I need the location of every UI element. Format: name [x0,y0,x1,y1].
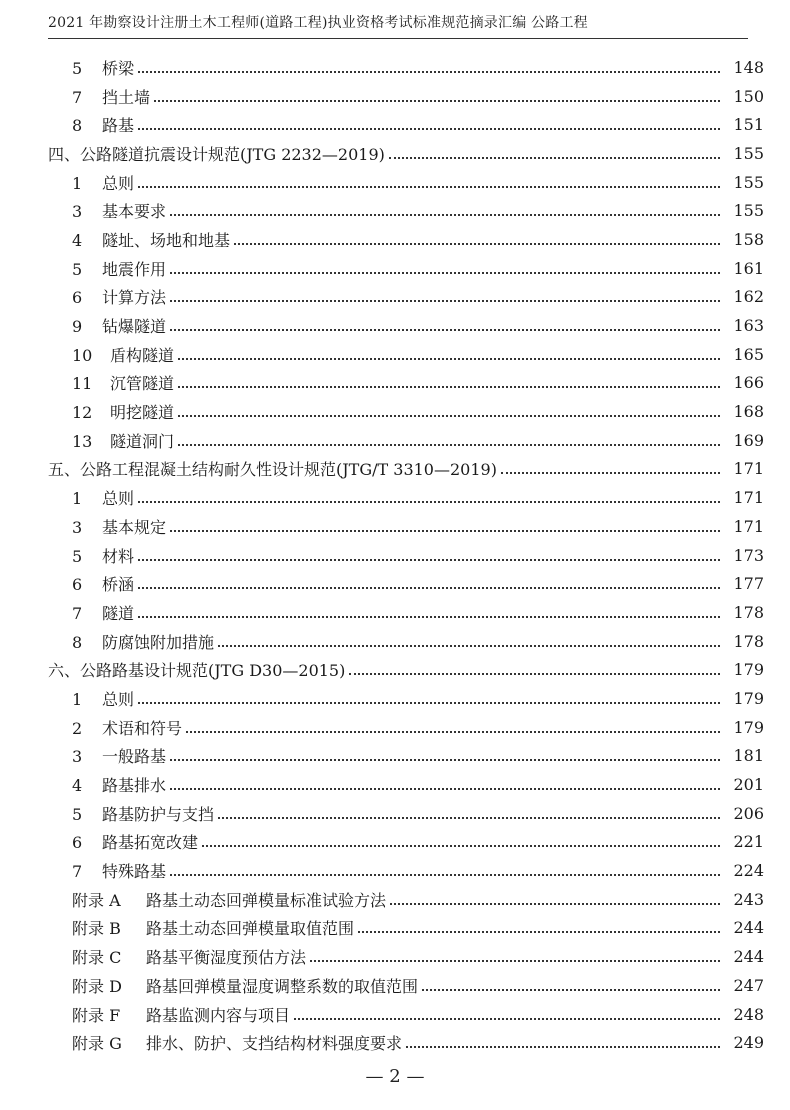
dot-leader [501,471,720,474]
toc-entry-title: 盾构隧道 [110,345,175,365]
toc-entry-page: 179 [733,660,764,680]
toc-chapter-entry[interactable] [0,426,790,455]
toc-entry-label [72,744,170,767]
toc-chapter-entry[interactable] [0,397,790,426]
toc-entry-number: 附录 C [72,948,122,968]
toc-entry-title: 基本规定 [102,517,167,537]
toc-entry-number: 11 [72,374,93,394]
toc-entry-title: 防腐蚀附加措施 [102,632,215,652]
toc-chapter-entry[interactable] [0,627,790,656]
toc-entry-title: 地震作用 [102,259,167,279]
toc-entry-number: 6 [72,575,83,595]
toc-entry-label [72,257,170,280]
toc-entry-page: 148 [733,57,764,77]
toc-entry-title: 一般路基 [102,747,167,767]
dot-leader [294,1017,720,1020]
toc-entry-page: 248 [733,1004,764,1024]
toc-entry-title: 四、公路隧道抗震设计规范(JTG 2232—2019) [48,144,385,164]
toc-entry-title: 基本要求 [102,202,167,222]
toc-entry-title: 总则 [102,173,135,193]
toc-entry-label [72,515,170,538]
toc-entry-number: 5 [72,58,83,78]
toc-entry-label [72,601,138,624]
dot-leader [138,185,720,188]
dot-leader [170,758,720,761]
toc-entry-title: 桥涵 [102,575,135,595]
toc-entry-page: 179 [733,688,764,708]
dot-leader [310,959,720,962]
toc-entry-title: 排水、防护、支挡结构材料强度要求 [146,1034,403,1054]
toc-entry-number: 12 [72,403,93,423]
header-rule [48,38,748,39]
page-number: — 2 — [365,1066,425,1087]
dot-leader [178,385,720,388]
toc-entry-number: 6 [72,833,83,853]
toc-entry-number: 1 [72,689,83,709]
toc-entry-title: 明挖隧道 [110,403,175,423]
toc-entry-label [72,314,170,337]
toc-entry-number: 5 [72,259,83,279]
toc-entry-page: 163 [733,316,764,336]
toc-entry-page: 155 [733,143,764,163]
toc-entry-title: 路基排水 [102,776,167,796]
toc-entry-label [72,171,138,194]
toc-entry-label [72,974,422,997]
toc-chapter-entry[interactable] [0,53,790,82]
toc-entry-number: 5 [72,804,83,824]
toc-entry-page: 178 [733,602,764,622]
toc-entry-number: 8 [72,116,83,136]
toc-chapter-entry[interactable] [0,598,790,627]
toc-entry-label [72,544,138,567]
toc-entry-page: 247 [733,975,764,995]
toc-entry-number: 2 [72,718,83,738]
toc-entry-label [72,830,202,853]
toc-chapter-entry[interactable] [0,684,790,713]
dot-leader [138,615,720,618]
toc-chapter-entry[interactable] [0,770,790,799]
toc-entry-label [72,85,154,108]
toc-entry-number: 附录 D [72,976,122,996]
toc-section-entry[interactable] [0,655,790,684]
toc-entry-label [72,630,218,653]
toc-entry-label [72,716,186,739]
toc-entry-number: 3 [72,747,83,767]
toc-chapter-entry[interactable] [0,483,790,512]
toc-entry-page: 224 [733,861,764,881]
table-of-contents [0,53,790,1057]
toc-chapter-entry[interactable] [0,742,790,771]
dot-leader [138,70,720,73]
toc-entry-number: 7 [72,862,83,882]
toc-entry-page: 173 [733,545,764,565]
toc-entry-number: 1 [72,173,83,193]
toc-entry-page: 166 [733,373,764,393]
toc-chapter-entry[interactable] [0,569,790,598]
toc-entry-number: 1 [72,489,83,509]
toc-entry-page: 178 [733,631,764,651]
toc-chapter-entry[interactable] [0,196,790,225]
toc-entry-page: 179 [733,717,764,737]
toc-entry-label [72,1031,406,1054]
dot-leader [349,672,720,675]
toc-entry-label [72,945,310,968]
toc-chapter-entry[interactable] [0,541,790,570]
toc-entry-page: 171 [733,459,764,479]
toc-entry-number: 8 [72,632,83,652]
toc-chapter-entry[interactable] [0,828,790,857]
toc-entry-label [48,658,349,681]
toc-chapter-entry[interactable] [0,283,790,312]
toc-entry-page: 171 [733,516,764,536]
toc-entry-page: 243 [733,889,764,909]
toc-entry-number: 13 [72,431,93,451]
toc-entry-title: 路基防护与支挡 [102,804,215,824]
toc-entry-label [72,802,218,825]
toc-entry-label [72,56,138,79]
toc-entry-page: 244 [733,947,764,967]
toc-chapter-entry[interactable] [0,512,790,541]
toc-entry-title: 路基 [102,116,135,136]
toc-chapter-entry[interactable] [0,110,790,139]
dot-leader [138,586,720,589]
toc-entry-title: 计算方法 [102,288,167,308]
toc-entry-page: 244 [733,918,764,938]
toc-entry-page: 151 [733,115,764,135]
toc-entry-number: 6 [72,288,83,308]
toc-entry-page: 158 [733,229,764,249]
toc-entry-label [72,916,358,939]
toc-entry-label [72,572,138,595]
toc-appendix-entry[interactable] [0,885,790,914]
toc-entry-page: 155 [733,201,764,221]
toc-entry-label [72,371,178,394]
toc-entry-label [72,285,170,308]
dot-leader [178,414,720,417]
toc-entry-page: 162 [733,287,764,307]
toc-entry-title: 隧道 [102,603,135,623]
toc-entry-label [48,457,501,480]
toc-chapter-entry[interactable] [0,856,790,885]
dot-leader [186,730,720,733]
dot-leader [390,902,720,905]
dot-leader [170,529,720,532]
dot-leader [170,213,720,216]
toc-entry-label [72,773,170,796]
toc-entry-title: 钻爆隧道 [102,317,167,337]
toc-entry-title: 特殊路基 [102,862,167,882]
toc-entry-label [72,888,390,911]
toc-entry-number: 9 [72,317,83,337]
dot-leader [170,873,720,876]
dot-leader [138,558,720,561]
toc-entry-page: 168 [733,402,764,422]
toc-appendix-entry[interactable] [0,914,790,943]
toc-appendix-entry[interactable] [0,1000,790,1029]
toc-chapter-entry[interactable] [0,713,790,742]
toc-entry-title: 总则 [102,489,135,509]
toc-entry-label [72,1003,294,1026]
toc-entry-title: 五、公路工程混凝土结构耐久性设计规范(JTG/T 3310—2019) [48,460,497,480]
toc-entry-number: 附录 F [72,1005,121,1025]
dot-leader [170,787,720,790]
toc-entry-label [72,859,170,882]
toc-entry-number: 7 [72,603,83,623]
dot-leader [178,357,720,360]
running-header: 2021 年勘察设计注册土木工程师(道路工程)执业资格考试标准规范摘录汇编 公路工程 [48,15,588,31]
toc-entry-page: 206 [733,803,764,823]
toc-entry-title: 隧道洞门 [110,431,175,451]
toc-chapter-entry[interactable] [0,225,790,254]
dot-leader [170,271,720,274]
toc-chapter-entry[interactable] [0,369,790,398]
dot-leader [406,1045,720,1048]
toc-entry-label [72,228,234,251]
toc-entry-page: 171 [733,488,764,508]
toc-entry-page: 201 [733,775,764,795]
toc-entry-title: 路基土动态回弹模量标准试验方法 [146,890,387,910]
dot-leader [218,816,720,819]
toc-entry-number: 附录 G [72,1034,122,1054]
dot-leader [422,988,720,991]
toc-entry-page: 155 [733,172,764,192]
toc-entry-label [72,199,170,222]
toc-entry-number: 4 [72,230,83,250]
toc-entry-title: 挡土墙 [102,87,151,107]
dot-leader [234,242,720,245]
toc-section-entry[interactable] [0,139,790,168]
toc-entry-title: 六、公路路基设计规范(JTG D30—2015) [48,661,346,681]
dot-leader [358,930,720,933]
dot-leader [389,156,720,159]
toc-chapter-entry[interactable] [0,799,790,828]
toc-appendix-entry[interactable] [0,942,790,971]
toc-entry-page: 221 [733,832,764,852]
toc-entry-number: 3 [72,202,83,222]
toc-entry-title: 路基回弹模量湿度调整系数的取值范围 [146,976,419,996]
dot-leader [138,127,720,130]
toc-entry-label [72,486,138,509]
dot-leader [170,299,720,302]
toc-entry-title: 沉管隧道 [110,374,175,394]
dot-leader [178,443,720,446]
toc-entry-label [72,113,138,136]
toc-entry-page: 169 [733,430,764,450]
dot-leader [154,99,720,102]
toc-entry-number: 附录 A [72,890,121,910]
dot-leader [138,701,720,704]
toc-entry-title: 术语和符号 [102,718,183,738]
dot-leader [218,644,720,647]
toc-entry-title: 路基平衡湿度预估方法 [146,948,307,968]
toc-chapter-entry[interactable] [0,311,790,340]
toc-chapter-entry[interactable] [0,82,790,111]
toc-entry-label [72,429,178,452]
toc-entry-page: 177 [733,574,764,594]
toc-entry-page: 249 [733,1033,764,1053]
toc-entry-title: 路基土动态回弹模量取值范围 [146,919,355,939]
toc-entry-page: 181 [733,746,764,766]
toc-entry-title: 路基监测内容与项目 [146,1005,291,1025]
dot-leader [202,844,720,847]
toc-entry-page: 165 [733,344,764,364]
toc-entry-number: 3 [72,517,83,537]
toc-entry-title: 隧址、场地和地基 [102,230,231,250]
toc-entry-number: 5 [72,546,83,566]
toc-entry-page: 161 [733,258,764,278]
toc-entry-label [72,343,178,366]
toc-entry-number: 4 [72,776,83,796]
toc-entry-label [72,400,178,423]
toc-entry-label [72,687,138,710]
toc-entry-title: 桥梁 [102,58,135,78]
toc-appendix-entry[interactable] [0,971,790,1000]
dot-leader [170,328,720,331]
toc-chapter-entry[interactable] [0,340,790,369]
toc-entry-title: 总则 [102,689,135,709]
toc-chapter-entry[interactable] [0,168,790,197]
toc-section-entry[interactable] [0,455,790,484]
toc-entry-number: 附录 B [72,919,121,939]
toc-appendix-entry[interactable] [0,1028,790,1057]
toc-entry-number: 10 [72,345,93,365]
toc-entry-label [48,142,389,165]
toc-entry-page: 150 [733,86,764,106]
toc-chapter-entry[interactable] [0,254,790,283]
dot-leader [138,500,720,503]
toc-entry-title: 路基拓宽改建 [102,833,199,853]
toc-entry-number: 7 [72,87,83,107]
toc-entry-title: 材料 [102,546,135,566]
